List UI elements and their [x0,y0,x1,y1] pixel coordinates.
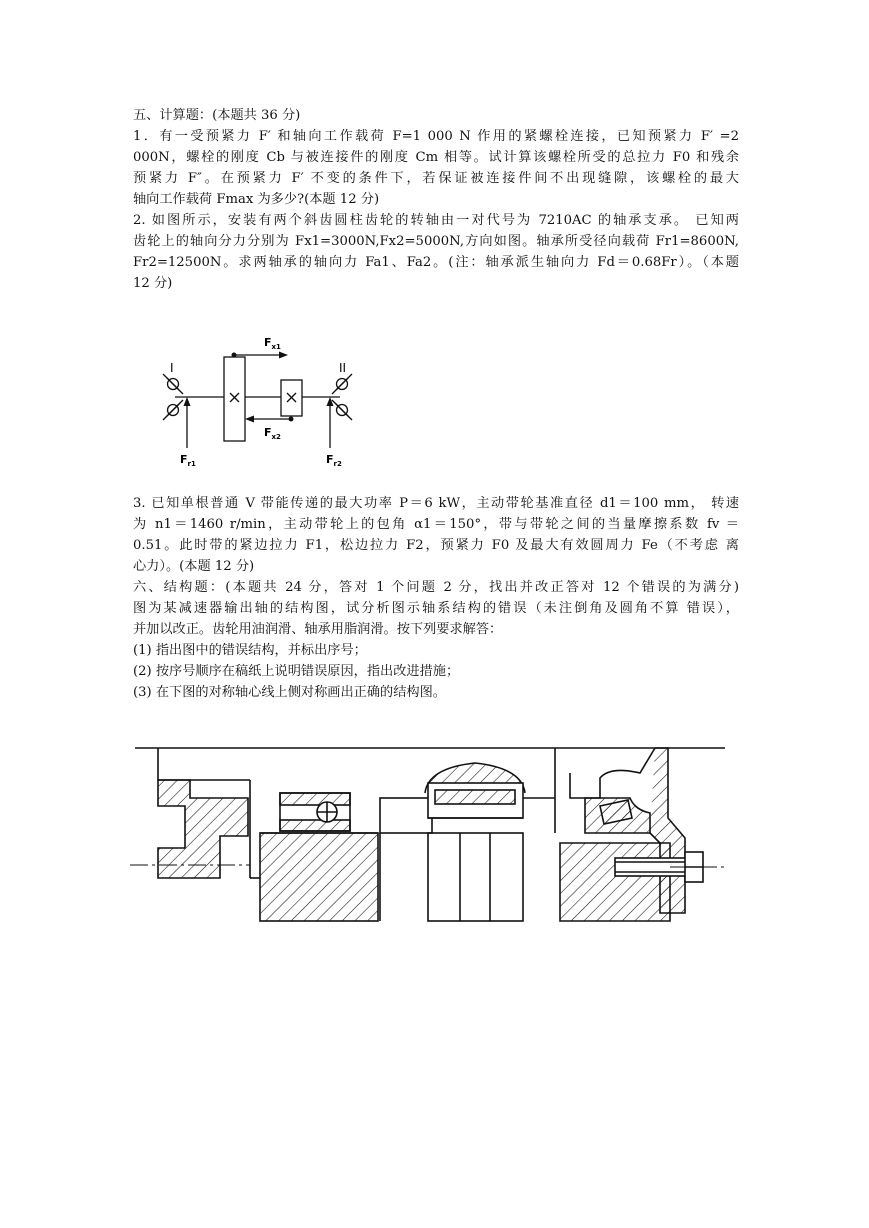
s6-item-2: (2) 按序号顺序在稿纸上说明错误原因，指出改进措施； [133,664,460,679]
section-6-heading: 六、结构题：(本题共 24 分，答对 1 个问题 2 分，找出并改正答对 12 个错误的为满分) [133,580,739,595]
s6-line-2: 图为某减速器输出轴的结构图，试分析图示轴系结构的错误（未注倒角及圆角不算 错误）， [133,601,739,616]
section-5-heading: 五、计算题：(本题共 36 分) [133,108,301,123]
q1-line-2: 000N，螺栓的刚度 Cb 与被连接件的刚度 Cm 相等。试计算该螺栓所受的总拉力 F0 和残余 [133,150,739,165]
q1-line-3: 预紧力 F″。在预紧力 F′ 不变的条件下，若保证被连接件间不出现缝隙，该螺栓的最大 [133,171,739,186]
bearing-2-label: II [339,361,347,375]
fx1-label: $F_{x1}$ [264,336,281,351]
q2-line-1: 2. 如图所示，安装有两个斜齿圆柱齿轮的转轴由一对代号为 7210AC 的轴承支承。 已知两 [133,213,739,228]
s6-line-3: 并加以改正。齿轮用油润滑、轴承用脂润滑。按下列要求解答： [133,622,503,637]
q3-line-3: 0.51。此时带的紧边拉力 F1，松边拉力 F2，预紧力 F0 及最大有效圆周力 Fe（不考虑 离 [133,538,739,553]
gear-shaft-diagram [150,330,365,475]
q2-line-3: Fr2=12500N。求两轴承的轴向力 Fa1、Fa2。(注：轴承派生轴向力 Fd＝0.68Fr）。（本题 [133,255,739,270]
q1-line-4: 轴向工作载荷 Fmax 为多少?(本题 12 分) [133,192,380,207]
q3-line-4: 心力）。(本题 12 分) [133,559,255,574]
q3-line-1: 3. 已知单根普通 V 带能传递的最大功率 P＝6 kW，主动带轮基准直径 d1＝100 mm， 转速 [133,496,739,511]
q2-line-2: 齿轮上的轴向分力分别为 Fx1=3000N,Fx2=5000N,方向如图。轴承所受径向载荷 Fr1=8600N, [133,234,739,249]
s6-item-1: (1) 指出图中的错误结构，并标出序号； [133,643,367,658]
fr2-label: $F_{r2}$ [326,453,342,468]
section-5-text [133,105,739,294]
fx2-label: $F_{x2}$ [264,426,281,441]
gear-1 [224,357,245,441]
q1-line-1: 1．有一受预紧力 F′ 和轴向工作载荷 F=1 000 N 作用的紧螺栓连接，已知预紧力 F′ =2 [133,129,739,144]
section-6-text [133,493,739,703]
output-shaft-structure-drawing [130,738,730,928]
q3-line-2: 为 n1＝1460 r/min，主动带轮上的包角 α1＝150°，带与带轮之间的当量摩擦系数 fv ＝ [133,517,739,532]
s6-item-3: (3) 在下图的对称轴心线上侧对称画出正确的结构图。 [133,685,446,700]
bearing-1-label: I [170,361,174,375]
fr1-label: $F_{r1}$ [180,453,196,468]
q2-line-4: 12 分) [133,276,173,291]
